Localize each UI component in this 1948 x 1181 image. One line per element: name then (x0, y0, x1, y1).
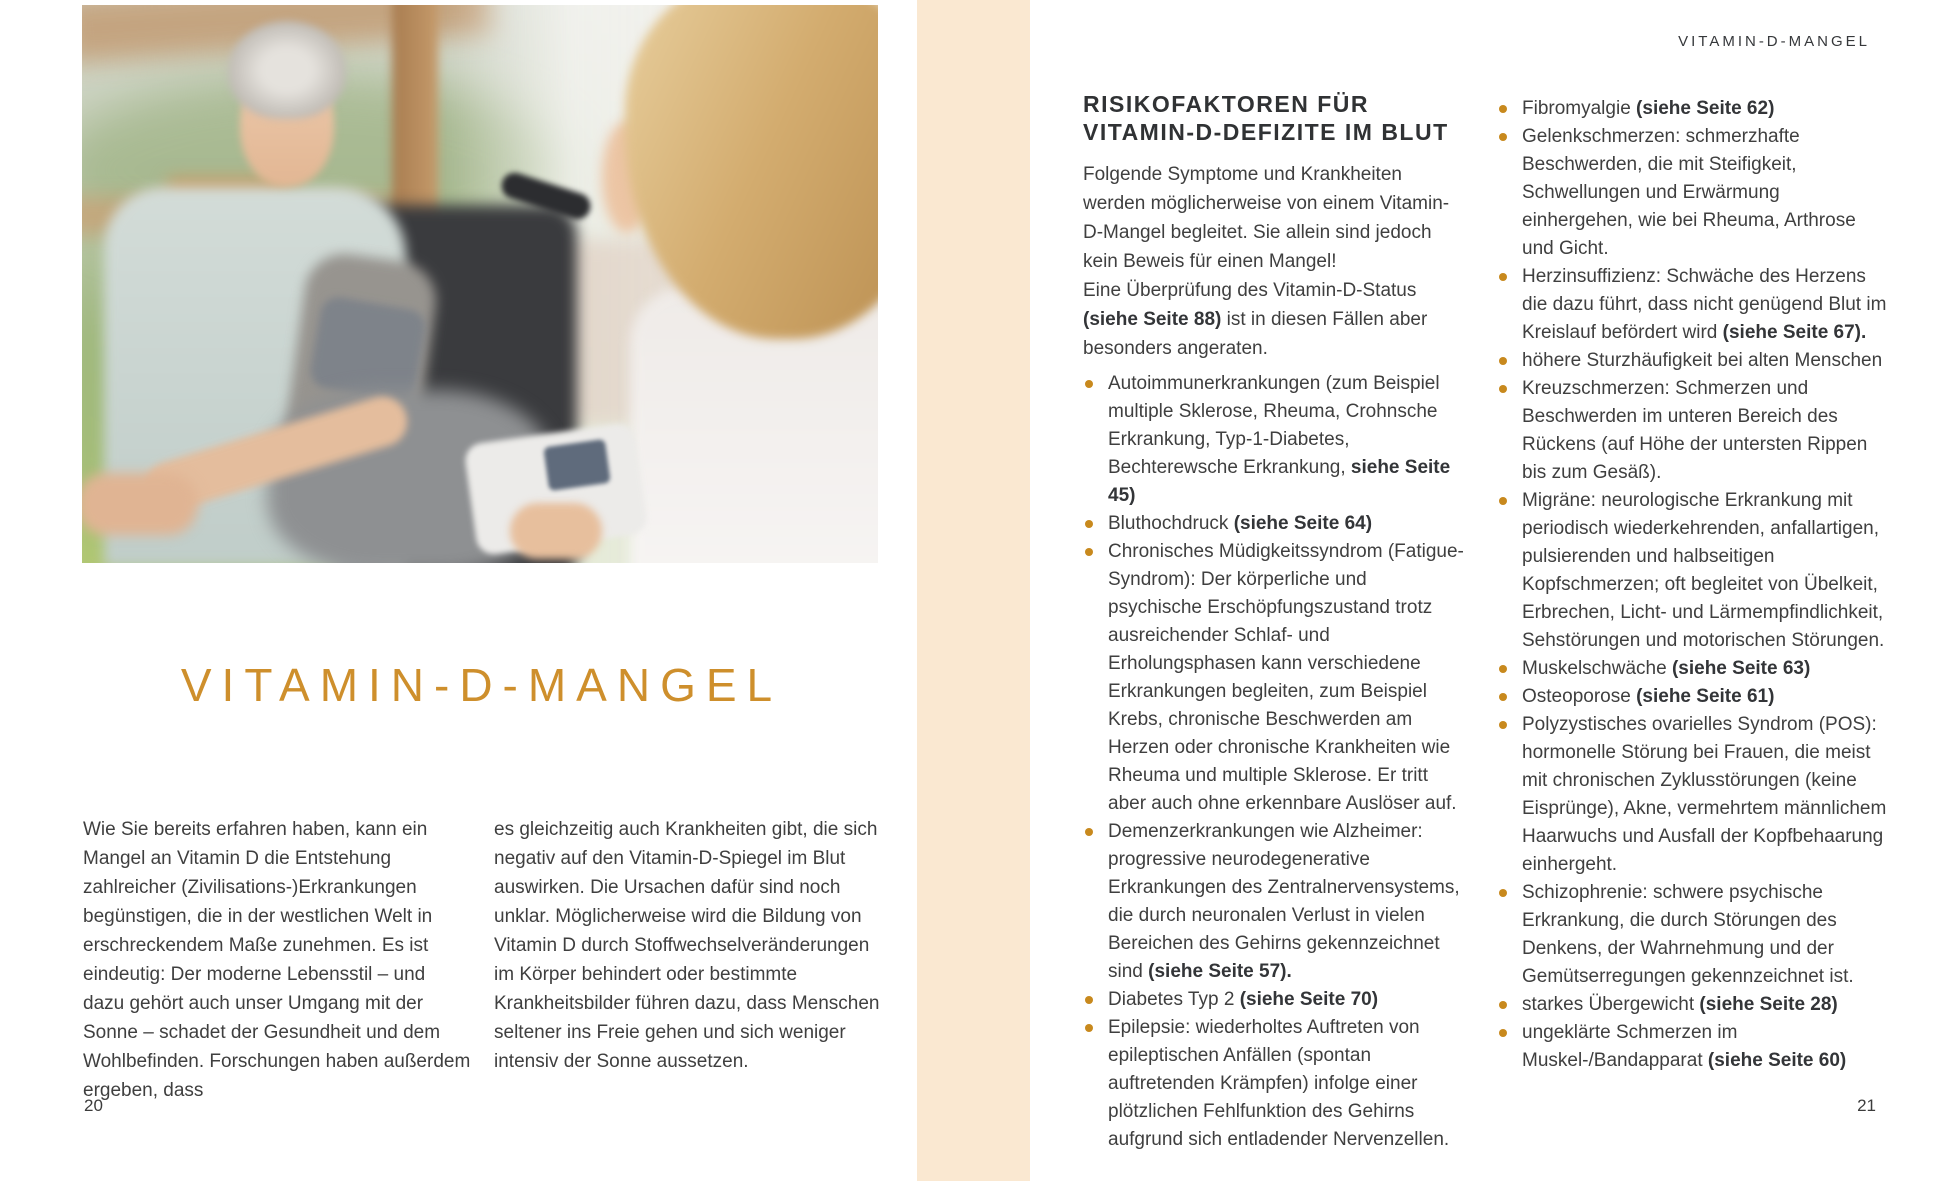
list-item (1497, 655, 1887, 683)
bullet-dot-icon (1499, 105, 1507, 113)
list-item (1083, 370, 1465, 510)
bullet-dot-icon (1499, 721, 1507, 729)
bullet-dot-icon (1499, 1029, 1507, 1037)
list-item (1497, 711, 1887, 879)
bullet-dot-icon (1085, 520, 1093, 528)
left-page-column-1 (83, 815, 471, 1105)
photo-blood-pressure-cuff (308, 294, 428, 403)
intro-paragraph: Eine Überprüfung des Vitamin-D-Status (siehe Seite 88) ist in diesen Fällen aber besonders angeraten. (1083, 280, 1428, 359)
photo-monitor-screen (543, 439, 611, 491)
body-paragraph: Wie Sie bereits erfahren haben, kann ein Mangel an Vitamin D die Entstehung zahlreicher (Zivilisations-)Erkrankungen begünstigen, die in der westlichen Welt in erschreckendem Maße zunehmen. Es ist eindeutig: Der moderne Lebensstil – und dazu gehört auch unser Umgang mit der Sonne – schadet der Gesundheit und dem Wohlbefinden. Forschungen haben außerdem ergeben, dass (83, 819, 471, 1101)
list-item (1497, 95, 1887, 123)
bullet-dot-icon (1085, 996, 1093, 1004)
list-item-text: Muskelschwäche (siehe Seite 63) (1522, 658, 1811, 679)
list-item-text: Schizophrenie: schwere psychische Erkrankung, die durch Störungen des Denkens, der Wahrnehmung und der Gemütserregungen gekennzeichnet ist. (1522, 882, 1854, 987)
list-item (1083, 510, 1465, 538)
section-heading-line-1: RISIKOFAKTOREN FÜR (1083, 91, 1369, 117)
list-item (1497, 683, 1887, 711)
list-item-text: Chronisches Müdigkeitssyndrom (Fatigue-Syndrom): Der körperliche und psychische Erschöpfungszustand trotz ausreichender Schlaf- und Erholungsphasen kann verschiedene Erkrankungen begleiten, zum Beispiel Krebs, chronische Beschwerden am Herzen oder chronische Krankheiten wie Rheuma und multiple Sklerose. Er tritt aber auch ohne erkennbare Auslöser auf. (1108, 541, 1464, 814)
list-item-text: Gelenkschmerzen: schmerzhafte Beschwerden, die mit Steifigkeit, Schwellungen und Erwärmung einhergehen, wie bei Rheuma, Arthrose und Gicht. (1522, 126, 1856, 259)
list-item-text: Fibromyalgie (siehe Seite 62) (1522, 98, 1775, 119)
list-item-text: Herzinsuffizienz: Schwäche des Herzens die dazu führt, dass nicht genügend Blut im Kreislauf befördert wird (siehe Seite 67). (1522, 266, 1887, 343)
bullet-dot-icon (1499, 693, 1507, 701)
bullet-dot-icon (1499, 385, 1507, 393)
spine-strip (917, 0, 1030, 1181)
list-item (1497, 1019, 1887, 1075)
risk-list-column-2 (1497, 95, 1887, 1075)
intro-paragraph: Folgende Symptome und Krankheiten werden möglicherweise von einem Vitamin-D-Mangel begleitet. Sie allein sind jedoch kein Beweis für einen Mangel! (1083, 164, 1450, 272)
list-item (1497, 123, 1887, 263)
list-item (1497, 991, 1887, 1019)
risk-list-column-1 (1083, 370, 1465, 1154)
body-paragraph: es gleichzeitig auch Krankheiten gibt, die sich negativ auf den Vitamin-D-Spiegel im Blut auswirken. Die Ursachen dafür sind noch unklar. Möglicherweise wird die Bildung von Vitamin D durch Stoffwechselveränderungen im Körper behindert oder bestimmte Krankheitsbilder führen dazu, dass Menschen seltener ins Freie gehen und sich weniger intensiv der Sonne aussetzen. (494, 819, 880, 1072)
photo-elderly-woman-and-nurse (82, 5, 878, 563)
list-item (1083, 1014, 1465, 1154)
list-item-text: Demenzerkrankungen wie Alzheimer: progressive neurodegenerative Erkrankungen des Zentralnervensystems, die durch neuronalen Verlust in vielen Bereichen des Gehirns gekennzeichnet sind (siehe Seite 57). (1108, 821, 1460, 982)
bullet-dot-icon (1499, 665, 1507, 673)
bullet-dot-icon (1085, 548, 1093, 556)
running-head: VITAMIN-D-MANGEL (1678, 33, 1870, 50)
bullet-dot-icon (1499, 1001, 1507, 1009)
page-number-left: 20 (84, 1096, 103, 1115)
section-heading (1083, 90, 1465, 146)
bullet-dot-icon (1499, 889, 1507, 897)
list-item-text: Autoimmunerkrankungen (zum Beispiel multiple Sklerose, Rheuma, Crohnsche Erkrankung, Typ-1-Diabetes, Bechterewsche Erkrankung, siehe Seite 45) (1108, 373, 1451, 506)
bullet-dot-icon (1499, 497, 1507, 505)
photo-woman-hand (82, 473, 198, 535)
list-item (1083, 986, 1465, 1014)
bullet-dot-icon (1085, 828, 1093, 836)
bullet-dot-icon (1499, 273, 1507, 281)
list-item (1497, 263, 1887, 347)
bullet-dot-icon (1085, 1024, 1093, 1032)
list-item (1083, 538, 1465, 818)
list-item (1497, 347, 1887, 375)
list-item (1497, 487, 1887, 655)
list-item-text: Kreuzschmerzen: Schmerzen und Beschwerden im unteren Bereich des Rückens (auf Höhe der untersten Rippen bis zum Gesäß). (1522, 378, 1868, 483)
list-item-text: ungeklärte Schmerzen im Muskel-/Bandapparat (siehe Seite 60) (1522, 1022, 1847, 1071)
list-item-text: Polyzystisches ovarielles Syndrom (POS): hormonelle Störung bei Frauen, die meist mit chronischen Zyklusstörungen (keine Eisprünge), Akne, vermehrtem männlichem Haarwuchs und Ausfall der Kopfbehaarung einhergeht. (1522, 714, 1887, 875)
section-heading-line-2: VITAMIN-D-DEFIZITE IM BLUT (1083, 119, 1449, 145)
bullet-dot-icon (1499, 357, 1507, 365)
left-page-column-2 (494, 815, 886, 1076)
list-item-text: höhere Sturzhäufigkeit bei alten Menschen (1522, 350, 1883, 371)
list-item (1497, 375, 1887, 487)
list-item (1497, 879, 1887, 991)
chapter-title: VITAMIN-D-MANGEL (180, 659, 783, 711)
list-item-text: Epilepsie: wiederholtes Auftreten von epileptischen Anfällen (spontan auftretenden Krämpfen) infolge einer plötzlichen Fehlfunktion des Gehirns aufgrund sich entladender Nervenzellen. (1108, 1017, 1450, 1150)
bullet-dot-icon (1085, 380, 1093, 388)
list-item-text: starkes Übergewicht (siehe Seite 28) (1522, 994, 1838, 1015)
list-item-text: Bluthochdruck (siehe Seite 64) (1108, 513, 1373, 534)
photo-woman-gray-hair (228, 21, 346, 119)
right-page-column-2 (1497, 95, 1887, 1075)
list-item (1083, 818, 1465, 986)
list-item-text: Osteoporose (siehe Seite 61) (1522, 686, 1775, 707)
bullet-dot-icon (1499, 133, 1507, 141)
page-number-right: 21 (1857, 1096, 1876, 1115)
list-item-text: Migräne: neurologische Erkrankung mit periodisch wiederkehrenden, anfallartigen, pulsierenden und halbseitigen Kopfschmerzen; oft begleitet von Übelkeit, Erbrechen, Licht- und Lärmempfindlichkeit, Sehstörungen und motorischen Störungen. (1522, 490, 1885, 651)
photo-nurse-hand (510, 503, 602, 559)
list-item-text: Diabetes Typ 2 (siehe Seite 70) (1108, 989, 1379, 1010)
right-page-column-1 (1083, 90, 1465, 1154)
